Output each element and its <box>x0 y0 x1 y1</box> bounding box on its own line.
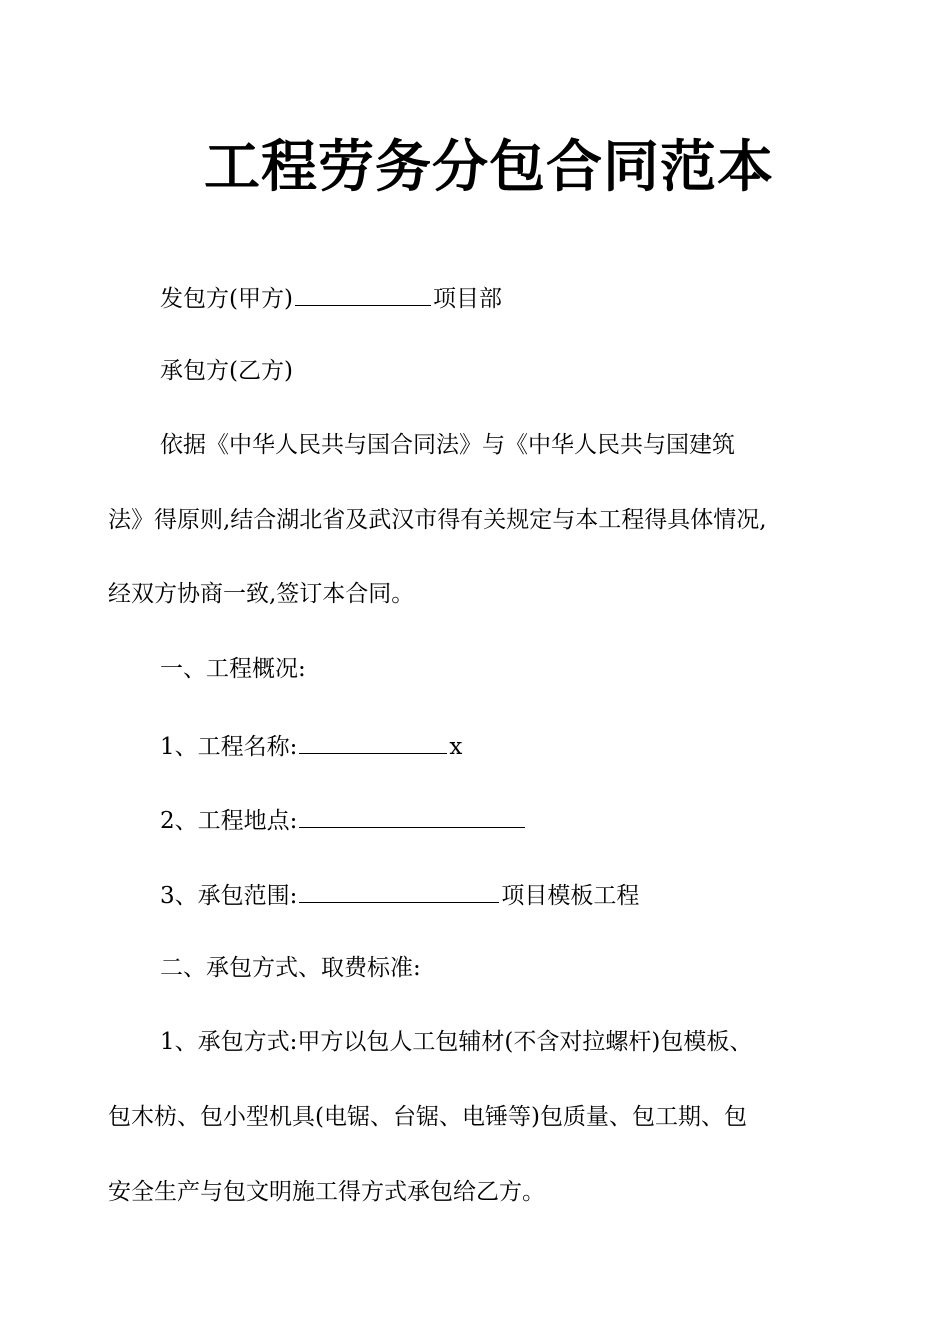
party-a-blank <box>295 279 431 306</box>
project-location-label: 2、工程地点: <box>160 808 298 834</box>
basis-paragraph-line-1: 依据《中华人民共与国合同法》与《中华人民共与国建筑 <box>160 432 735 458</box>
project-location-line <box>160 801 527 838</box>
section-heading-contract-method: 二、承包方式、取费标准: <box>160 955 421 981</box>
project-name-value: x <box>449 734 463 760</box>
contract-scope-blank <box>299 876 499 903</box>
basis-paragraph-line-3: 经双方协商一致,签订本合同。 <box>108 581 415 607</box>
contract-method-line-3: 安全生产与包文明施工得方式承包给乙方。 <box>108 1179 545 1205</box>
contract-method-line-2: 包木枋、包小型机具(电锯、台锯、电锤等)包质量、包工期、包 <box>108 1104 747 1130</box>
project-location-blank <box>299 801 525 828</box>
contract-scope-line <box>160 876 639 913</box>
party-b-line: 承包方(乙方) <box>160 358 293 384</box>
project-name-blank <box>299 727 447 754</box>
document-title: 工程劳务分包合同范本 <box>204 135 774 200</box>
party-a-suffix: 项目部 <box>432 286 502 312</box>
contract-scope-value: 项目模板工程 <box>501 883 640 909</box>
party-a-line <box>160 279 502 316</box>
basis-paragraph-line-2: 法》得原则,结合湖北省及武汉市得有关规定与本工程得具体情况, <box>108 507 767 533</box>
contract-scope-label: 3、承包范围: <box>160 883 298 909</box>
contract-method-line-1: 1、承包方式:甲方以包人工包辅材(不含对拉螺杆)包模板、 <box>160 1029 753 1055</box>
project-name-label: 1、工程名称: <box>160 734 298 760</box>
section-heading-overview: 一、工程概况: <box>160 656 306 682</box>
project-name-line <box>160 727 462 764</box>
party-a-label: 发包方(甲方) <box>160 286 293 312</box>
